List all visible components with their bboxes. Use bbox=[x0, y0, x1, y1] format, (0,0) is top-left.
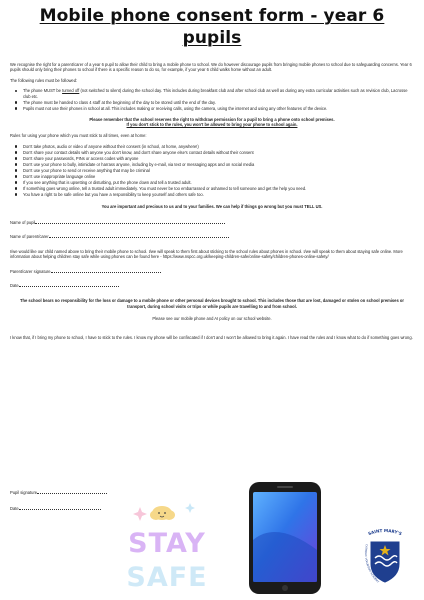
consent-paragraph: I/we would like our child named above to bring their mobile phone to school. I/we will speak to them first about sticking to the school rules about phones in school. I/we will speak to them about staying safe online. More information about helping children stay safe while using phones can be found here - https://www.nspcc.org.uk/keeping-children-safe/online-safety/children-phones-online-safety/ bbox=[10, 248, 403, 260]
rules-warning: If you don't stick to the rules, you won't be allowed to bring your phone to school again. bbox=[126, 121, 298, 127]
phone-speaker bbox=[277, 486, 293, 488]
stay-safe-graphic bbox=[126, 497, 208, 597]
withdraw-notice: Please remember that the school reserves the right to withdraw permission for a pupil to bring a phone onto school premises. bbox=[89, 116, 335, 122]
safety-rules-list bbox=[10, 144, 414, 197]
school-crest bbox=[357, 528, 413, 590]
parent-signature-field[interactable] bbox=[10, 269, 414, 274]
sparkle-icon bbox=[133, 507, 147, 521]
rule-text-b: (not switched to silent) during the school day. This includes during breakfast club and after school club as well as during any extra curricular activities such as revision club, Lacrosse club etc. bbox=[23, 88, 408, 99]
safety-rule-item: You have a right to be safe online but you have a responsibility to keep yourself and others safe too. bbox=[10, 192, 414, 197]
parent-date-field[interactable] bbox=[10, 283, 414, 288]
liability-notice: The school bears no responsibility for the loss or damage to a mobile phone or other personal devices brought to school. This includes those that are lost, damaged or stolen on school premises or transport, during school visits or trips or while pupils are travelling to and from school. bbox=[20, 298, 404, 309]
rule-item: Pupils must not use their phones in school at all. This includes making or receiving calls, using the camera, using the internet and using any other features of the device. bbox=[10, 106, 414, 111]
parent-name-label: Name of parent/carer bbox=[10, 234, 49, 240]
parent-date-line[interactable] bbox=[19, 284, 119, 287]
stay-word: STAY bbox=[128, 528, 206, 559]
stay-safe-illustration bbox=[126, 497, 208, 597]
safety-rule-item: Don't take photos, audio or video of anyone without their consent (in school, at home, anywhere!) bbox=[10, 144, 414, 149]
pupil-date-field[interactable] bbox=[10, 506, 107, 511]
safety-rule-item: Don't share your passwords, PINs or access codes with anyone bbox=[10, 156, 414, 161]
rule-text-underlined: turned off bbox=[62, 88, 80, 94]
important-message: You are important and precious to us and to your families. We can help if things go wrong but you must TELL US. bbox=[101, 203, 323, 209]
pupil-name-label: Name of pupil bbox=[10, 219, 36, 225]
crest-side-text: CATHOLIC VOLUNTARY ACADEMY bbox=[363, 543, 380, 584]
smartphone-illustration bbox=[247, 480, 323, 596]
pupil-signature-line[interactable] bbox=[37, 491, 107, 494]
safety-rules-heading: Rules for using your phone which you must stick to all times, even at home: bbox=[10, 133, 147, 139]
pupil-signature-block bbox=[10, 490, 107, 512]
parent-name-line[interactable] bbox=[49, 235, 229, 238]
school-rules-list bbox=[10, 88, 414, 111]
safety-rule-item: Don't use inappropriate language online bbox=[10, 174, 414, 179]
rule-item bbox=[10, 88, 414, 99]
pupil-name-line[interactable] bbox=[35, 221, 225, 224]
phone-home-button bbox=[282, 585, 288, 591]
parent-date-label: Date bbox=[10, 282, 19, 288]
parent-signature-label: Parent/carer signature bbox=[10, 268, 51, 274]
safety-rule-item: Don't use your phone to bully, intimidate or harrass anyone, including by e-mail, via text or messaging apps and on social media bbox=[10, 162, 414, 167]
rule-text-a: The phone MUST be bbox=[23, 88, 63, 94]
safety-rule-item: Don't use your phone to send or receive anything that may be criminal bbox=[10, 168, 414, 173]
safety-rule-item: If you see anything that is upsetting or disturbing, put the phone down and tell a trusted adult. bbox=[10, 180, 414, 185]
intro-paragraph: We recognise the right for a parent/carer of a year 6 pupil to allow their child to bring a mobile phone to school. We do however discourage pupils from bringing mobile phones to school due to safeguarding concerns. Year 6 pupils should only bring their phones to school if there is a specific reason to do so, for example, if your year 6 child walks home without an adult. bbox=[10, 62, 412, 73]
safe-word: SAFE bbox=[126, 562, 208, 593]
pupil-date-line[interactable] bbox=[19, 507, 101, 510]
phone-icon bbox=[247, 480, 323, 596]
safety-rule-item: Don't share your contact details with anyone you don't know, and don't share anyone else's contact details without their consent bbox=[10, 150, 414, 155]
crest-logo bbox=[357, 528, 413, 590]
page-title: Mobile phone consent form - year 6 pupils bbox=[39, 6, 385, 48]
sparkle-icon bbox=[185, 503, 195, 513]
pupil-signature-label: Pupil signature bbox=[10, 490, 38, 495]
pupil-agreement: I know that, if I bring my phone to school, I have to stick to the rules. I know my phone will be confiscated if I don't and I won't be allowed to bring it again. I have read the rules and I know what to do if something goes wrong. bbox=[10, 335, 413, 341]
pupil-date-label: Date bbox=[10, 506, 19, 512]
parent-name-field[interactable] bbox=[10, 234, 414, 239]
crest-top-text: SAINT MARY'S bbox=[367, 528, 403, 537]
rules-heading: The following rules must be followed: bbox=[10, 77, 78, 83]
policy-note: Please see our mobile phone and AI policy on our school website. bbox=[152, 316, 272, 322]
pupil-signature-field[interactable] bbox=[10, 490, 107, 495]
safety-rule-item: If something goes wrong online, tell a trusted adult immediately. You must never be too embarrassed or ashamed to tell someone and get the help you need. bbox=[10, 186, 414, 191]
pupil-name-field[interactable] bbox=[10, 220, 414, 225]
parent-signature-line[interactable] bbox=[51, 270, 161, 273]
rule-item: The phone must be handed to class 4 staff at the beginning of the day to be stored until the end of the day. bbox=[10, 100, 414, 105]
